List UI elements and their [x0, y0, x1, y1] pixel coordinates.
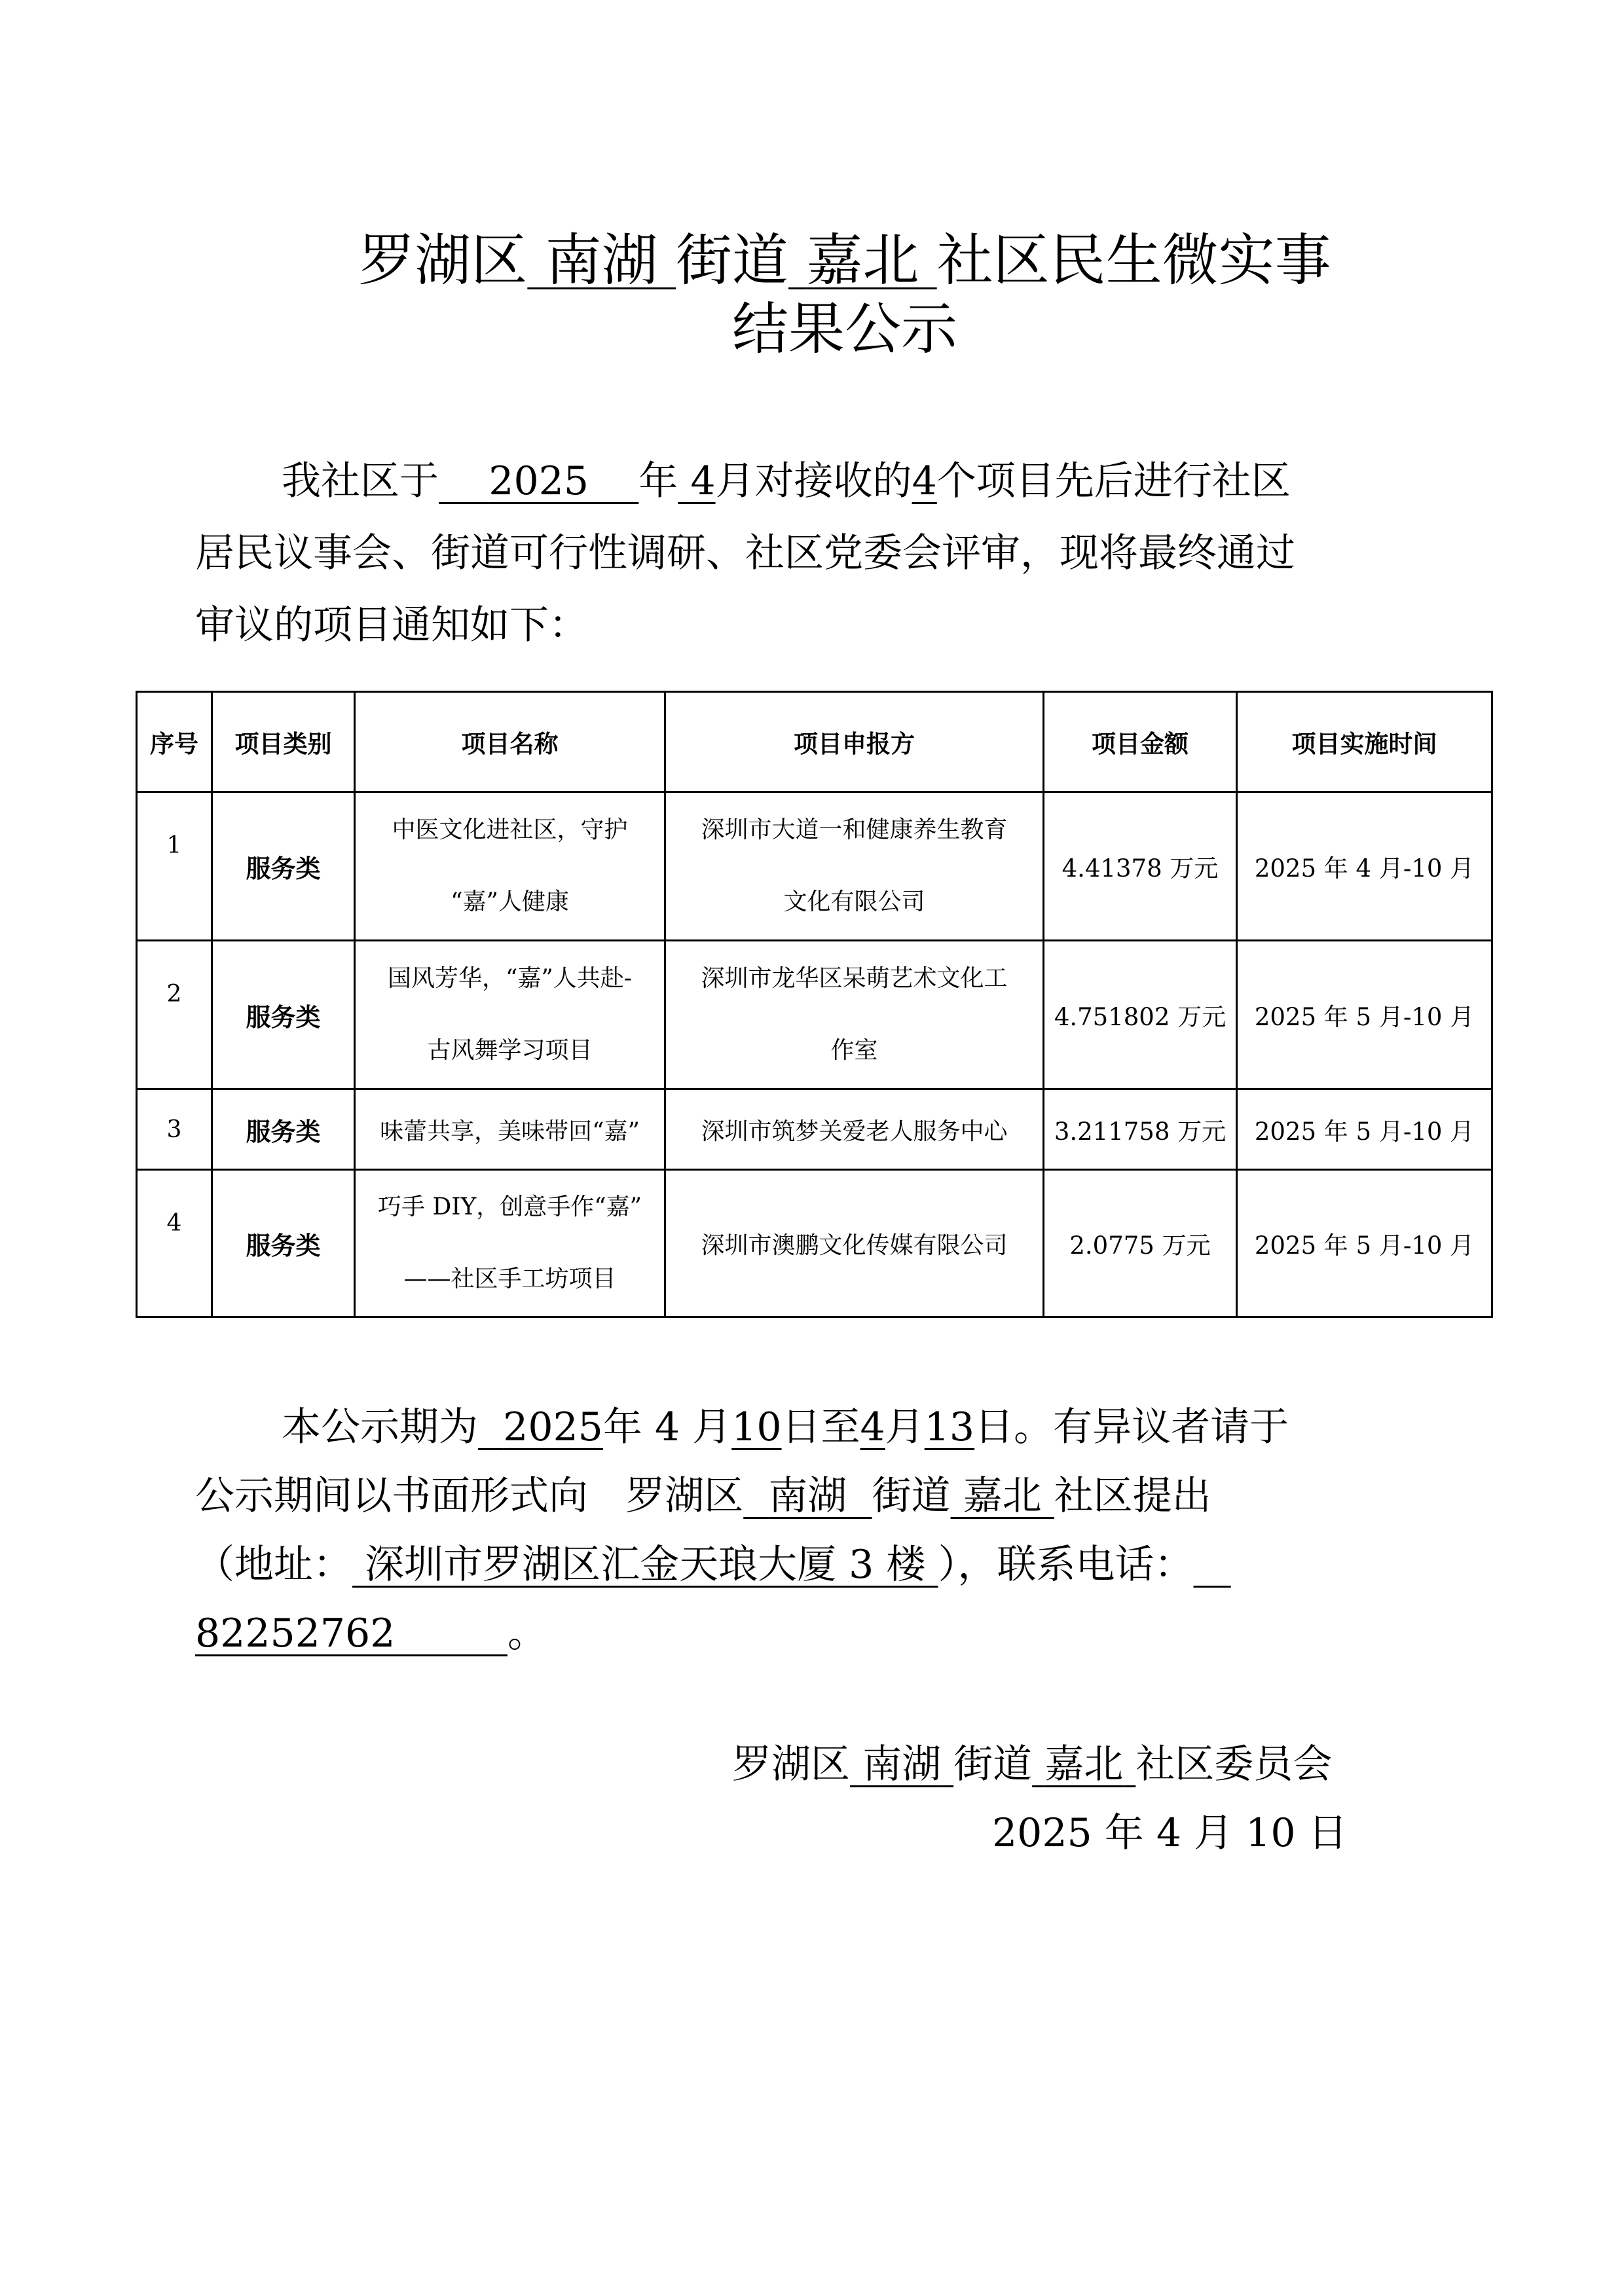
row-period: 2025 年 5 月-10 月	[1237, 1170, 1492, 1317]
intro-line-2: 居民议事会、街道可行性调研、社区党委会评审，现将最终通过	[195, 530, 1295, 576]
title-community: 嘉北	[806, 228, 919, 293]
intro-month: 4	[690, 458, 716, 504]
header-applicant: 项目申报方	[665, 692, 1044, 792]
row-period: 2025 年 5 月-10 月	[1237, 1089, 1492, 1170]
row-applicant: 深圳市大道一和健康养生教育 文化有限公司	[665, 792, 1044, 941]
title-district: 罗湖区	[358, 228, 528, 293]
signature-street: 南湖	[862, 1741, 942, 1787]
header-period: 项目实施时间	[1237, 692, 1492, 792]
header-name: 项目名称	[355, 692, 665, 792]
row-applicant: 深圳市筑梦关爱老人服务中心	[665, 1089, 1044, 1170]
row-index: 1	[137, 792, 212, 941]
notice-community: 嘉北	[963, 1473, 1042, 1519]
row-name: 巧手 DIY，创意手作“嘉” ——社区手工坊项目	[355, 1170, 665, 1317]
title-street-suffix: 街道	[676, 228, 788, 293]
table-row	[137, 792, 1492, 941]
row-amount: 4.751802 万元	[1044, 941, 1237, 1089]
row-period: 2025 年 5 月-10 月	[1237, 941, 1492, 1089]
intro-count: 4	[912, 458, 937, 504]
page-title-line2: 结果公示	[732, 297, 957, 362]
row-name: 中医文化进社区，守护 “嘉”人健康	[355, 792, 665, 941]
notice-start-year: 2025	[503, 1404, 603, 1450]
row-name: 味蕾共享，美味带回“嘉”	[355, 1089, 665, 1170]
phone-underline-lead	[1193, 1542, 1230, 1588]
row-index: 2	[137, 941, 212, 1089]
row-amount: 3.211758 万元	[1044, 1089, 1237, 1170]
table-header-row	[137, 692, 1492, 792]
signature-line: 罗湖区 南湖 街道 嘉北 社区委员会	[732, 1741, 1333, 1787]
project-table	[136, 691, 1493, 1318]
row-category: 服务类	[212, 1170, 355, 1317]
page-title-line1	[0, 228, 1624, 293]
row-amount: 4.41378 万元	[1044, 792, 1237, 941]
row-index: 3	[137, 1089, 212, 1170]
row-name: 国风芳华，“嘉”人共赴- 古风舞学习项目	[355, 941, 665, 1089]
title-suffix: 社区民生微实事	[936, 228, 1331, 293]
row-period: 2025 年 4 月-10 月	[1237, 792, 1492, 941]
signature-date: 2025 年 4 月 10 日	[992, 1810, 1348, 1856]
intro-year: 2025	[489, 458, 589, 504]
row-applicant: 深圳市龙华区呆萌艺术文化工 作室	[665, 941, 1044, 1089]
notice-start-day: 10	[731, 1404, 782, 1450]
notice-line-1: 本公示期为 2025年 4 月10日至4月13日。有异议者请于	[282, 1404, 1289, 1450]
notice-line-3: （地址： 深圳市罗湖区汇金天琅大厦 3 楼 ），联系电话：	[195, 1545, 1231, 1584]
header-amount: 项目金额	[1044, 692, 1237, 792]
notice-street: 南湖	[768, 1473, 847, 1519]
header-category: 项目类别	[212, 692, 355, 792]
table-row	[137, 941, 1492, 1089]
notice-line-4: 82252762 。	[195, 1611, 547, 1656]
row-amount: 2.0775 万元	[1044, 1170, 1237, 1317]
signature-community: 嘉北	[1044, 1741, 1124, 1787]
row-category: 服务类	[212, 941, 355, 1089]
table-row	[137, 1089, 1492, 1170]
row-category: 服务类	[212, 792, 355, 941]
row-applicant: 深圳市澳鹏文化传媒有限公司	[665, 1170, 1044, 1317]
intro-line-1: 我社区于 2025 年 4月对接收的4个项目先后进行社区	[282, 458, 1291, 504]
notice-end-day: 13	[924, 1404, 975, 1450]
intro-line-3: 审议的项目通知如下：	[195, 602, 588, 648]
notice-address: 深圳市罗湖区汇金天琅大厦 3 楼	[365, 1542, 926, 1588]
row-index: 4	[137, 1170, 212, 1317]
table-row	[137, 1170, 1492, 1317]
header-index: 序号	[137, 692, 212, 792]
notice-phone: 82252762	[195, 1611, 396, 1656]
row-category: 服务类	[212, 1089, 355, 1170]
notice-line-2: 公示期间以书面形式向 罗湖区 南湖 街道 嘉北 社区提出	[195, 1473, 1211, 1519]
notice-end-month: 4	[860, 1404, 885, 1450]
title-street: 南湖	[545, 228, 658, 293]
